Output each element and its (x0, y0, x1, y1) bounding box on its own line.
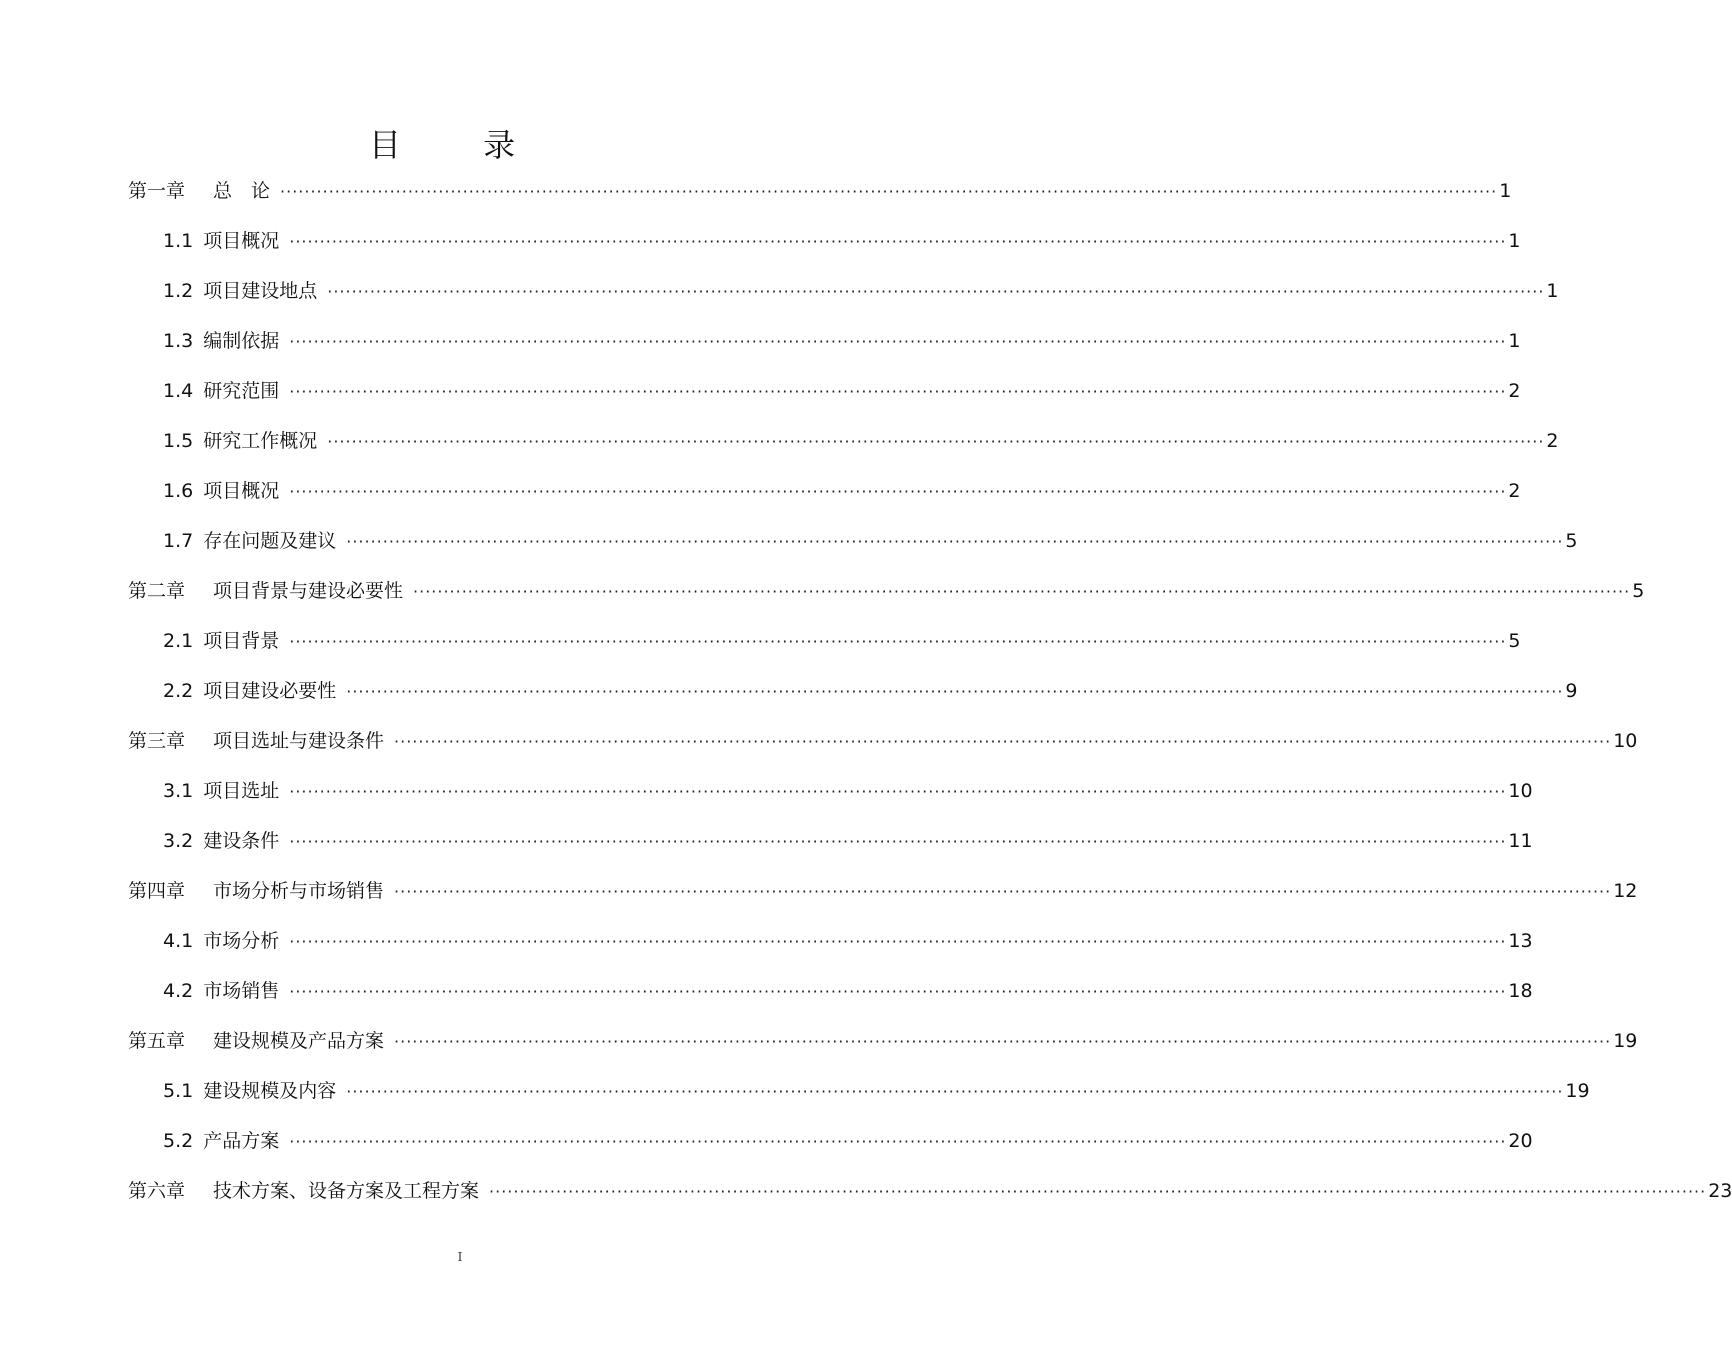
toc-entry-title: 项目建设地点 (203, 280, 318, 302)
toc-entry-number: 1.6 (163, 480, 194, 502)
toc-section-entry[interactable] (163, 428, 1559, 455)
toc-entry-title: 项目选址 (203, 780, 280, 802)
toc-section-entry[interactable] (163, 1078, 1590, 1105)
toc-page-number: 10 (1508, 780, 1533, 802)
toc-dot-leader: ········································································································································································································ (280, 182, 1498, 201)
toc-page-number: 13 (1508, 930, 1533, 952)
toc-entry-number: 4.1 (163, 930, 194, 952)
toc-dot-leader: ········································································································································································································ (346, 682, 1564, 701)
toc-chapter-entry[interactable] (128, 1178, 1732, 1205)
toc-section-entry[interactable] (163, 828, 1533, 855)
toc-page-number: 1 (1546, 280, 1559, 302)
toc-entry-number: 1.2 (163, 280, 194, 302)
toc-entry-title: 建设规模及内容 (203, 1080, 337, 1102)
toc-entry-title: 项目概况 (203, 230, 280, 252)
toc-dot-leader: ········································································································································································································ (394, 882, 1612, 901)
toc-page-number: 2 (1508, 380, 1521, 402)
toc-dot-leader: ········································································································································································································ (489, 1182, 1707, 1201)
toc-entry-title: 项目背景与建设必要性 (213, 580, 404, 602)
toc-section-entry[interactable] (163, 928, 1533, 955)
toc-section-entry[interactable] (163, 778, 1533, 805)
toc-entry-number: 4.2 (163, 980, 194, 1002)
toc-page-number: 23 (1708, 1180, 1732, 1202)
toc-page-number: 9 (1565, 680, 1578, 702)
page-title: 目 录 (368, 126, 552, 164)
toc-page-number: 5 (1508, 630, 1521, 652)
toc-chapter-entry[interactable] (128, 878, 1638, 905)
toc-entry-number: 5.1 (163, 1080, 194, 1102)
toc-entry-number: 1.1 (163, 230, 194, 252)
toc-entry-number: 2.2 (163, 680, 194, 702)
toc-page-number: 18 (1508, 980, 1533, 1002)
toc-dot-leader: ········································································································································································································ (289, 832, 1507, 851)
toc-dot-leader: ········································································································································································································ (289, 232, 1507, 251)
toc-entry-title: 市场分析 (203, 930, 280, 952)
toc-page-number: 19 (1613, 1030, 1638, 1052)
toc-entry-title: 项目概况 (203, 480, 280, 502)
toc-section-entry[interactable] (163, 528, 1578, 555)
toc-page-number: 1 (1508, 230, 1521, 252)
toc-page-number: 5 (1632, 580, 1645, 602)
toc-dot-leader: ········································································································································································································ (327, 282, 1545, 301)
toc-page-number: 19 (1565, 1080, 1590, 1102)
toc-entry-number: 3.1 (163, 780, 194, 802)
toc-page-number: 11 (1508, 830, 1533, 852)
toc-section-entry[interactable] (163, 478, 1521, 505)
toc-entry-number: 5.2 (163, 1130, 194, 1152)
toc-page-number: 12 (1613, 880, 1638, 902)
toc-entry-title: 建设条件 (203, 830, 280, 852)
footer-page-number: I (457, 1250, 463, 1264)
toc-section-entry[interactable] (163, 1128, 1533, 1155)
toc-dot-leader: ········································································································································································································ (289, 982, 1507, 1001)
toc-page-number: 20 (1508, 1130, 1533, 1152)
toc-dot-leader: ········································································································································································································ (289, 382, 1507, 401)
toc-entry-title: 项目选址与建设条件 (213, 730, 385, 752)
toc-entry-title: 研究范围 (203, 380, 280, 402)
toc-entry-title: 项目背景 (203, 630, 280, 652)
toc-entry-number: 第六章 (128, 1180, 186, 1202)
toc-entry-title: 市场分析与市场销售 (213, 880, 385, 902)
toc-dot-leader: ········································································································································································································ (346, 1082, 1564, 1101)
toc-dot-leader: ········································································································································································································ (289, 482, 1507, 501)
toc-dot-leader: ········································································································································································································ (289, 332, 1507, 351)
toc-entry-number: 1.5 (163, 430, 194, 452)
toc-entry-title: 市场销售 (203, 980, 280, 1002)
toc-entry-number: 第五章 (128, 1030, 186, 1052)
toc-entry-title: 项目建设必要性 (203, 680, 337, 702)
toc-entry-number: 1.4 (163, 380, 194, 402)
toc-entry-number: 第二章 (128, 580, 186, 602)
toc-section-entry[interactable] (163, 328, 1521, 355)
toc-dot-leader: ········································································································································································································ (289, 932, 1507, 951)
toc-dot-leader: ········································································································································································································ (413, 582, 1631, 601)
toc-entry-title: 总 论 (213, 180, 271, 202)
toc-entry-title: 产品方案 (203, 1130, 280, 1152)
toc-chapter-entry[interactable] (128, 578, 1645, 605)
toc-page-number: 5 (1565, 530, 1578, 552)
toc-page-number: 1 (1508, 330, 1521, 352)
toc-entry-number: 1.7 (163, 530, 194, 552)
toc-section-entry[interactable] (163, 378, 1521, 405)
toc-dot-leader: ········································································································································································································ (289, 782, 1507, 801)
toc-page-number: 1 (1499, 180, 1512, 202)
toc-entry-number: 3.2 (163, 830, 194, 852)
toc-entry-title: 技术方案、设备方案及工程方案 (213, 1180, 480, 1202)
toc-entry-number: 2.1 (163, 630, 194, 652)
toc-section-entry[interactable] (163, 628, 1521, 655)
toc-section-entry[interactable] (163, 678, 1578, 705)
toc-section-entry[interactable] (163, 228, 1521, 255)
toc-chapter-entry[interactable] (128, 178, 1512, 205)
toc-entry-number: 第三章 (128, 730, 186, 752)
toc-section-entry[interactable] (163, 278, 1559, 305)
toc-chapter-entry[interactable] (128, 1028, 1638, 1055)
toc-entry-number: 第一章 (128, 180, 186, 202)
toc-dot-leader: ········································································································································································································ (327, 432, 1545, 451)
toc-dot-leader: ········································································································································································································ (289, 1132, 1507, 1151)
toc-entry-number: 第四章 (128, 880, 186, 902)
toc-page-number: 10 (1613, 730, 1638, 752)
toc-dot-leader: ········································································································································································································ (394, 1032, 1612, 1051)
toc-dot-leader: ········································································································································································································ (346, 532, 1564, 551)
toc-dot-leader: ········································································································································································································ (394, 732, 1612, 751)
toc-entry-title: 编制依据 (203, 330, 280, 352)
toc-entry-title: 存在问题及建议 (203, 530, 337, 552)
toc-page-number: 2 (1546, 430, 1559, 452)
toc-chapter-entry[interactable] (128, 728, 1638, 755)
toc-entry-number: 1.3 (163, 330, 194, 352)
toc-dot-leader: ········································································································································································································ (289, 632, 1507, 651)
toc-page-number: 2 (1508, 480, 1521, 502)
toc-entry-title: 研究工作概况 (203, 430, 318, 452)
toc-section-entry[interactable] (163, 978, 1533, 1005)
toc-entry-title: 建设规模及产品方案 (213, 1030, 385, 1052)
